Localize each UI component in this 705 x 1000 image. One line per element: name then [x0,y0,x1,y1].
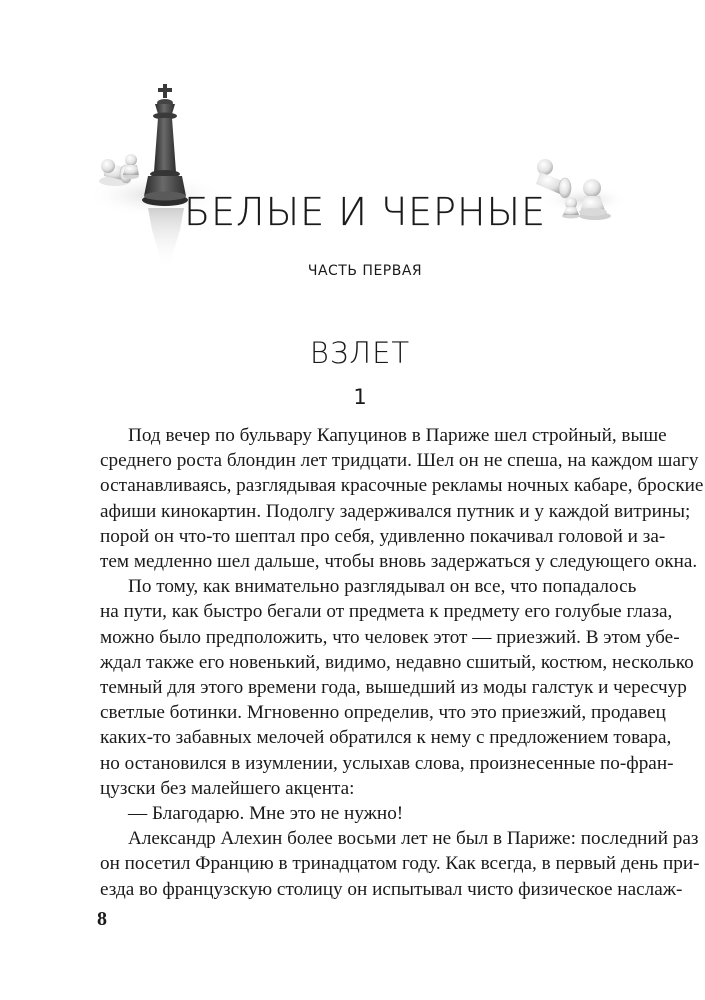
book-title: БЕЛЫЕ И ЧЕРНЫЕ [183,190,547,234]
text-line: езда во французскую столицу он испытывал чисто физическое наслаж- [100,878,683,900]
text-line: но остановился в изумлении, услыхав слова, произнесенные по-фран- [100,752,674,774]
dialogue-line: — Благодарю. Мне это не нужно! [128,803,404,825]
left-pawn-standing [123,154,139,179]
text-line: Александр Алехин более восьми лет не был в Париже: последний раз [128,828,699,850]
section-number: 1 [353,385,367,409]
part-title: ЧАСТЬ ПЕРВАЯ [307,263,423,279]
body-text [100,423,704,902]
text-line: темный для этого времени года, вышедший из моды галстук и чересчур [100,677,687,699]
page-number: 8 [97,908,107,930]
text-line: афиши кинокартин. Подолгу задерживался путник и у каждой витрины; [100,500,691,522]
text-line: тем медленно шел дальше, чтобы вновь задержаться у следующего окна. [100,551,698,573]
text-line: Под вечер по бульвару Капуцинов в Париже шел стройный, выше [128,425,667,446]
paragraph [100,826,700,902]
text-line: останавливаясь, разглядывая красочные рекламы ночных кабаре, броские [100,475,704,497]
chess-pieces-icon [0,0,705,300]
chapter-title: ВЗЛЕТ [309,336,411,370]
paragraph [100,574,694,801]
paragraph [100,423,704,574]
text-line: на пути, как быстро бегали от предмета к предмету его голубые глаза, [100,601,673,623]
text-line: ждал также его новенький, видимо, недавно сшитый, костюм, несколько [100,651,694,673]
paragraph [100,801,624,826]
text-line: среднего роста блондин лет тридцати. Шел он не спеша, на каждом шагу [100,450,699,472]
king-piece [142,84,188,206]
text-line: каких-то забавных мелочей обратился к нему с предложением товара, [100,727,672,749]
text-line: цузски без малейшего акцента: [100,777,355,799]
text-line: светлые ботинки. Мгновенно определив, что это приезжий, продавец [100,702,666,724]
text-line: он посетил Францию в тринадцатом году. Как всегда, в первый день при- [100,853,700,875]
text-line: По тому, как внимательно разглядывал он все, что попадалось [128,576,637,598]
text-line: можно было предположить, что человек этот — приезжий. В этом убе- [100,626,680,648]
text-line: порой он что-то шептал про себя, удивленно покачивал головой и за- [100,525,666,547]
